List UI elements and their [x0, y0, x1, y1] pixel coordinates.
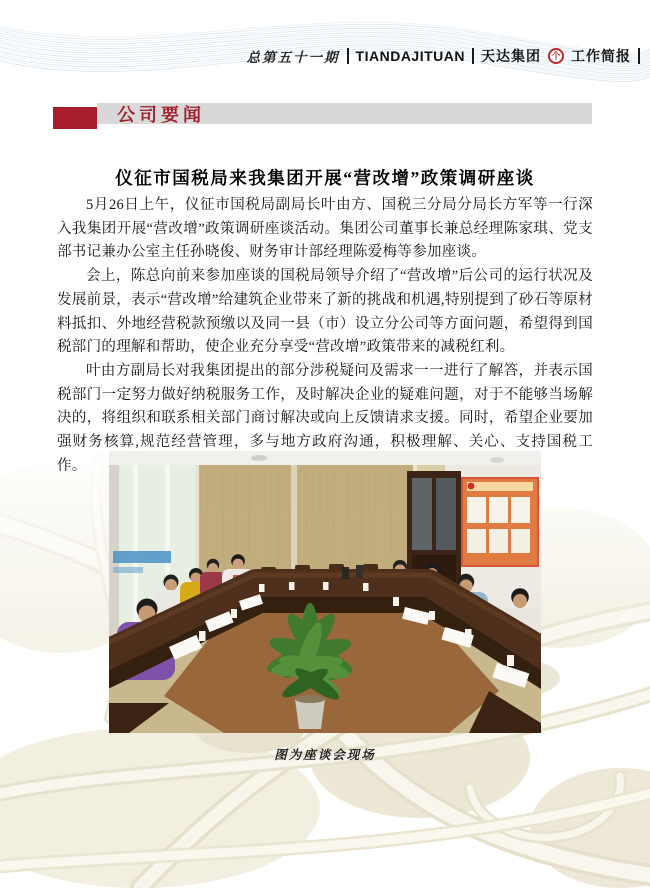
section-banner-chip	[53, 107, 97, 129]
brand-name-cn: 天达集团	[481, 48, 541, 64]
article-body	[57, 194, 593, 478]
meeting-photo	[109, 451, 541, 733]
paragraph: 5月26日上午，仪征市国税局副局长叶由方、国税三分局分局长方军等一行深入我集团开展“营改增”政策调研座谈活动。集团公司董事长兼总经理陈家琪、党支部书记兼办公室主任孙晓俊、财务审计部经理陈爱梅等参加座谈。	[57, 197, 593, 261]
article-title: 仪征市国税局来我集团开展“营改增”政策调研座谈	[115, 167, 535, 188]
divider	[638, 48, 640, 64]
photo-caption: 图为座谈会现场	[274, 748, 376, 762]
poster-board	[461, 477, 539, 567]
masthead	[247, 46, 640, 66]
divider	[472, 48, 474, 64]
window-sign	[113, 551, 171, 563]
report-title: 工作简报	[571, 48, 631, 64]
brand-name-en: TIANDAJITUAN	[355, 48, 465, 64]
section-title: 公司要闻	[117, 105, 205, 125]
issue-number: 总第五十一期	[246, 50, 340, 65]
paragraph: 会上，陈总向前来参加座谈的国税局领导介绍了“营改增”后公司的运行状况及发展前景，表示“营改增”给建筑企业带来了新的挑战和机遇,特别提到了砂石等原材料抵扣、外地经营税款预缴以及同一县（市）设立分公司等方面问题，希望得到国税部门的理解和帮助，使企业充分享受“营改增”政策带来的减税红利。	[57, 268, 593, 356]
tianda-logo-icon: 个	[548, 48, 564, 64]
paragraph: 叶由方副局长对我集团提出的部分涉税疑问及需求一一进行了解答，并表示国税部门一定努力做好纳税服务工作，及时解决企业的疑难问题，对于不能够当场解决的，将组织和联系相关部门商讨解决或向上反馈请求支援。同时，希望企业要加强财务核算,规范经营管理，多与地方政府沟通，积极理解、关心、支持国税工作。	[57, 362, 593, 474]
divider	[347, 48, 349, 64]
